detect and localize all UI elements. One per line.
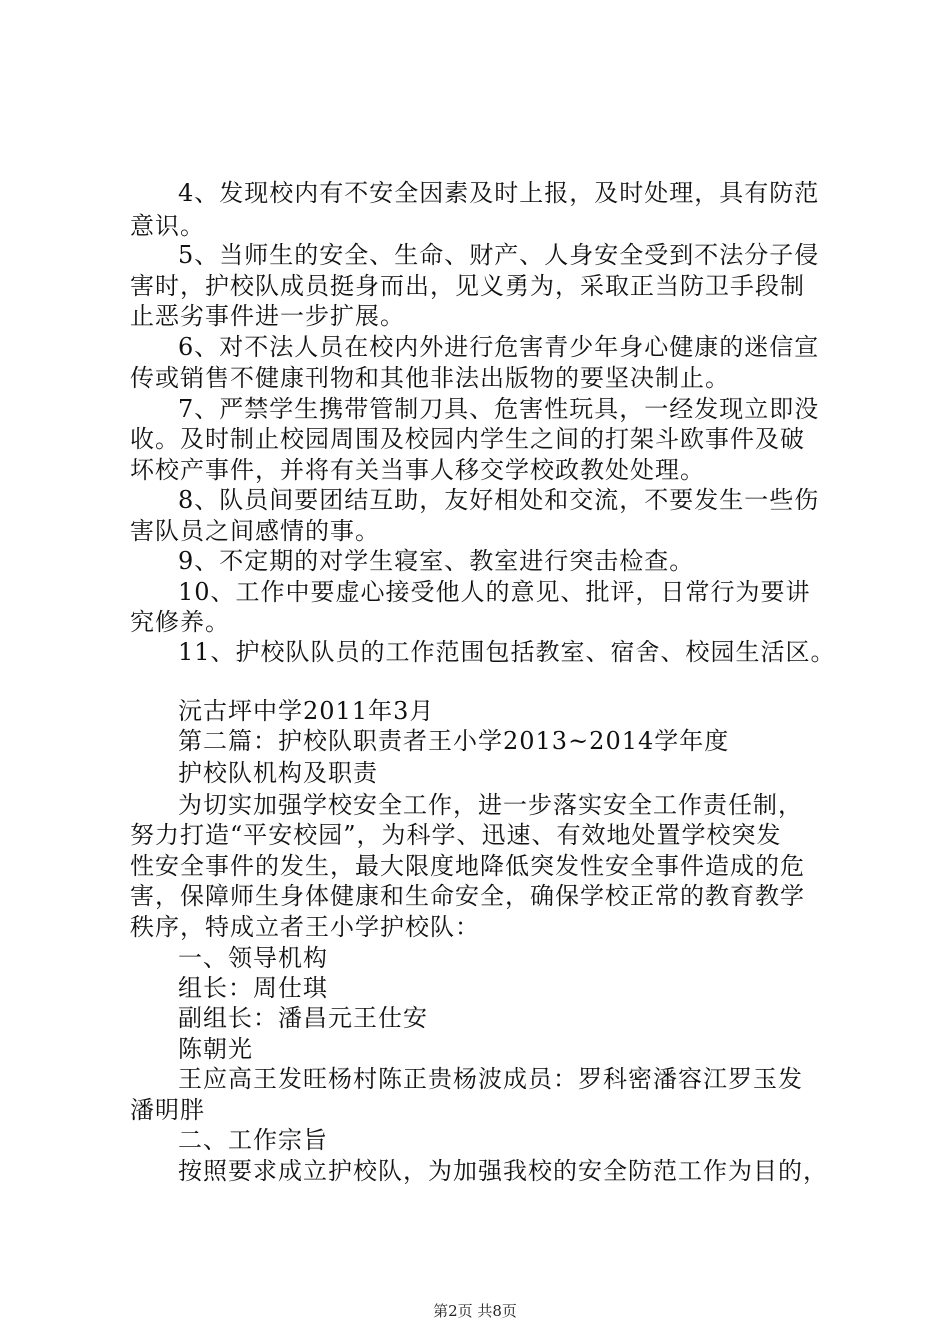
paragraph-line: 害，保障师生身体健康和生命安全，确保学校正常的教育教学 (130, 882, 805, 910)
section-subheading: 护校队机构及职责 (178, 759, 378, 787)
list-item: 组长：周仕琪 (178, 974, 328, 1002)
paragraph-line: 秩序，特成立者王小学护校队： (130, 913, 480, 941)
paragraph-line: 4、发现校内有不安全因素及时上报，及时处理，具有防范 (178, 179, 820, 207)
signature-date: 沅古坪中学2011年3月 (178, 697, 435, 725)
paragraph-line: 10、工作中要虚心接受他人的意见、批评，日常行为要讲 (178, 578, 811, 606)
paragraph-line: 6、对不法人员在校内外进行危害青少年身心健康的迷信宣 (178, 333, 820, 361)
section-heading: 第二篇：护校队职责者王小学2013~2014学年度 (178, 727, 730, 755)
paragraph-line: 止恶劣事件进一步扩展。 (130, 302, 405, 330)
page-number-footer: 第2页 共8页 (433, 1302, 517, 1320)
list-item: 副组长：潘昌元王仕安 (178, 1004, 428, 1032)
paragraph-line: 9、不定期的对学生寝室、教室进行突击检查。 (178, 547, 695, 575)
paragraph-line: 8、队员间要团结互助，友好相处和交流，不要发生一些伤 (178, 486, 820, 514)
list-heading: 一、领导机构 (178, 944, 328, 972)
paragraph-line: 害时，护校队成员挺身而出，见义勇为，采取正当防卫手段制 (130, 272, 805, 300)
paragraph-line: 7、严禁学生携带管制刀具、危害性玩具，一经发现立即没 (178, 395, 820, 423)
list-item: 王应高王发旺杨村陈正贵杨波成员：罗科密潘容江罗玉发 (178, 1065, 803, 1093)
list-item: 潘明胖 (130, 1096, 205, 1124)
paragraph-line: 意识。 (130, 212, 205, 240)
paragraph-line: 为切实加强学校安全工作，进一步落实安全工作责任制， (178, 791, 803, 819)
paragraph-line: 11、护校队队员的工作范围包括教室、宿舍、校园生活区。 (178, 638, 836, 666)
paragraph-line: 性安全事件的发生，最大限度地降低突发性安全事件造成的危 (130, 852, 805, 880)
paragraph-line: 努力打造“平安校园”，为科学、迅速、有效地处置学校突发 (130, 821, 782, 849)
paragraph-line: 究修养。 (130, 608, 230, 636)
paragraph-line: 收。及时制止校园周围及校园内学生之间的打架斗欧事件及破 (130, 425, 805, 453)
paragraph-line: 坏校产事件，并将有关当事人移交学校政教处处理。 (130, 456, 705, 484)
paragraph-line: 传或销售不健康刊物和其他非法出版物的要坚决制止。 (130, 364, 730, 392)
paragraph-line: 5、当师生的安全、生命、财产、人身安全受到不法分子侵 (178, 241, 820, 269)
paragraph-line: 害队员之间感情的事。 (130, 517, 380, 545)
list-item: 陈朝光 (178, 1035, 253, 1063)
paragraph-line: 按照要求成立护校队，为加强我校的安全防范工作为目的， (178, 1157, 828, 1185)
list-heading: 二、工作宗旨 (178, 1126, 328, 1154)
